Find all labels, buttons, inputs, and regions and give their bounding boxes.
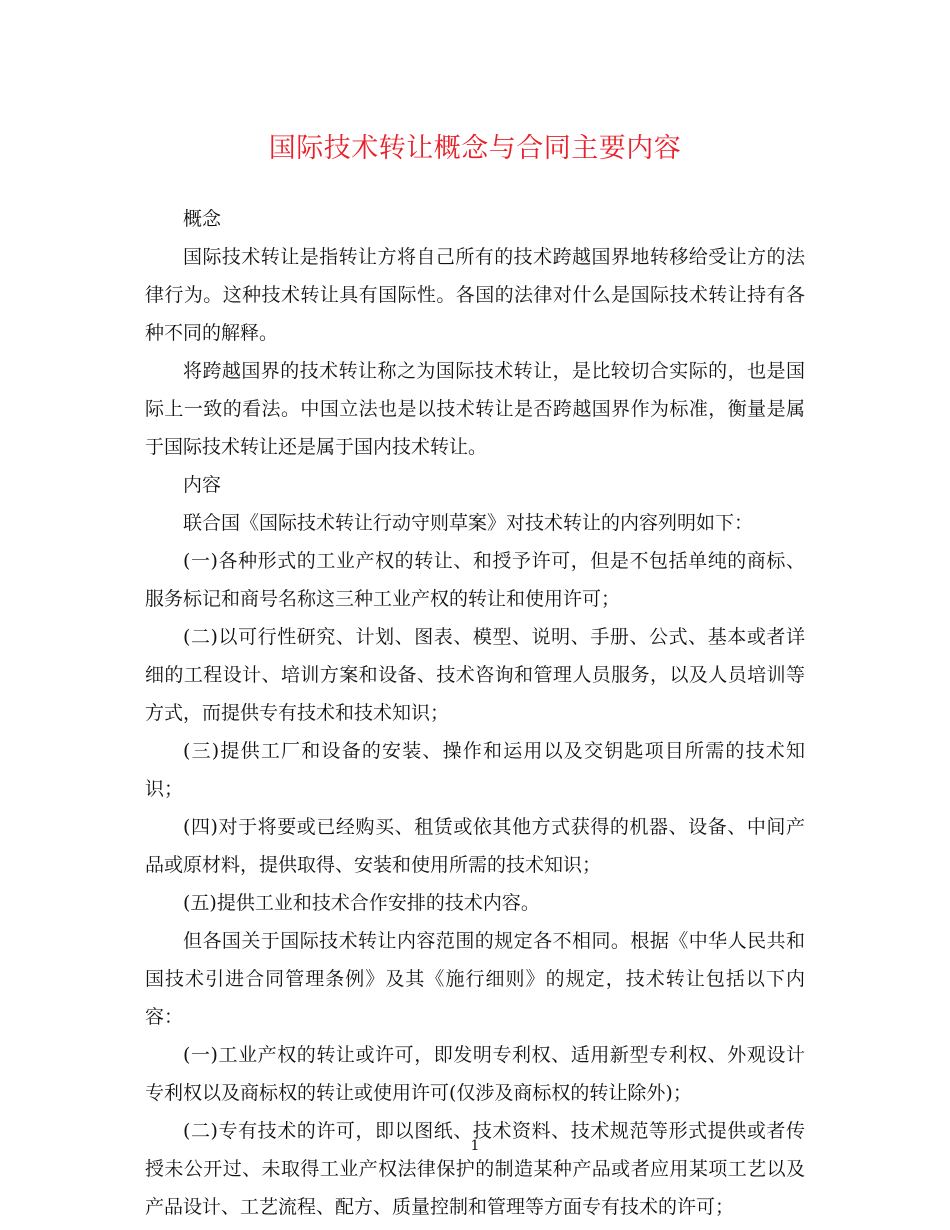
list-item: (四)对于将要或已经购买、租赁或依其他方式获得的机器、设备、中间产品或原材料，提供取得、安装和使用所需的技术知识； bbox=[145, 816, 805, 876]
list-item: (一)各种形式的工业产权的转让、和授予许可，但是不包括单纯的商标、服务标记和商号名称这三种工业产权的转让和使用许可； bbox=[145, 550, 805, 610]
section-heading-content: 内容 bbox=[183, 474, 222, 496]
paragraph: 但各国关于国际技术转让内容范围的规定各不相同。根据《中华人民共和国技术引进合同管理条例》及其《施行细则》的规定，技术转让包括以下内容： bbox=[145, 930, 805, 1028]
paragraph: 国际技术转让是指转让方将自己所有的技术跨越国界地转移给受让方的法律行为。这种技术转让具有国际性。各国的法律对什么是国际技术转让持有各种不同的解释。 bbox=[145, 246, 805, 344]
paragraph: 联合国《国际技术转让行动守则草案》对技术转让的内容列明如下： bbox=[183, 512, 754, 534]
list-item: (二)以可行性研究、计划、图表、模型、说明、手册、公式、基本或者详细的工程设计、培训方案和设备、技术咨询和管理人员服务，以及人员培训等方式，而提供专有技术和技术知识； bbox=[145, 626, 805, 724]
page-number: 1 bbox=[470, 1138, 480, 1154]
list-item: (二)专有技术的许可，即以图纸、技术资料、技术规范等形式提供或者传授未公开过、未取得工业产权法律保护的制造某种产品或者应用某项工艺以及产品设计、工艺流程、配方、质量控制和管理等方面专有技术的许可； bbox=[145, 1120, 805, 1218]
paragraph: 将跨越国界的技术转让称之为国际技术转让，是比较切合实际的，也是国际上一致的看法。中国立法也是以技术转让是否跨越国界作为标准，衡量是属于国际技术转让还是属于国内技术转让。 bbox=[145, 360, 805, 458]
list-item: (一)工业产权的转让或许可，即发明专利权、适用新型专利权、外观设计专利权以及商标权的转让或使用许可(仅涉及商标权的转让除外)； bbox=[145, 1044, 805, 1104]
list-item: (三)提供工厂和设备的安装、操作和运用以及交钥匙项目所需的技术知识； bbox=[145, 740, 805, 800]
document-body bbox=[145, 200, 805, 1226]
list-item: (五)提供工业和技术合作安排的技术内容。 bbox=[183, 892, 540, 914]
section-heading-concept: 概念 bbox=[183, 208, 222, 230]
document-title: 国际技术转让概念与合同主要内容 bbox=[268, 133, 682, 164]
